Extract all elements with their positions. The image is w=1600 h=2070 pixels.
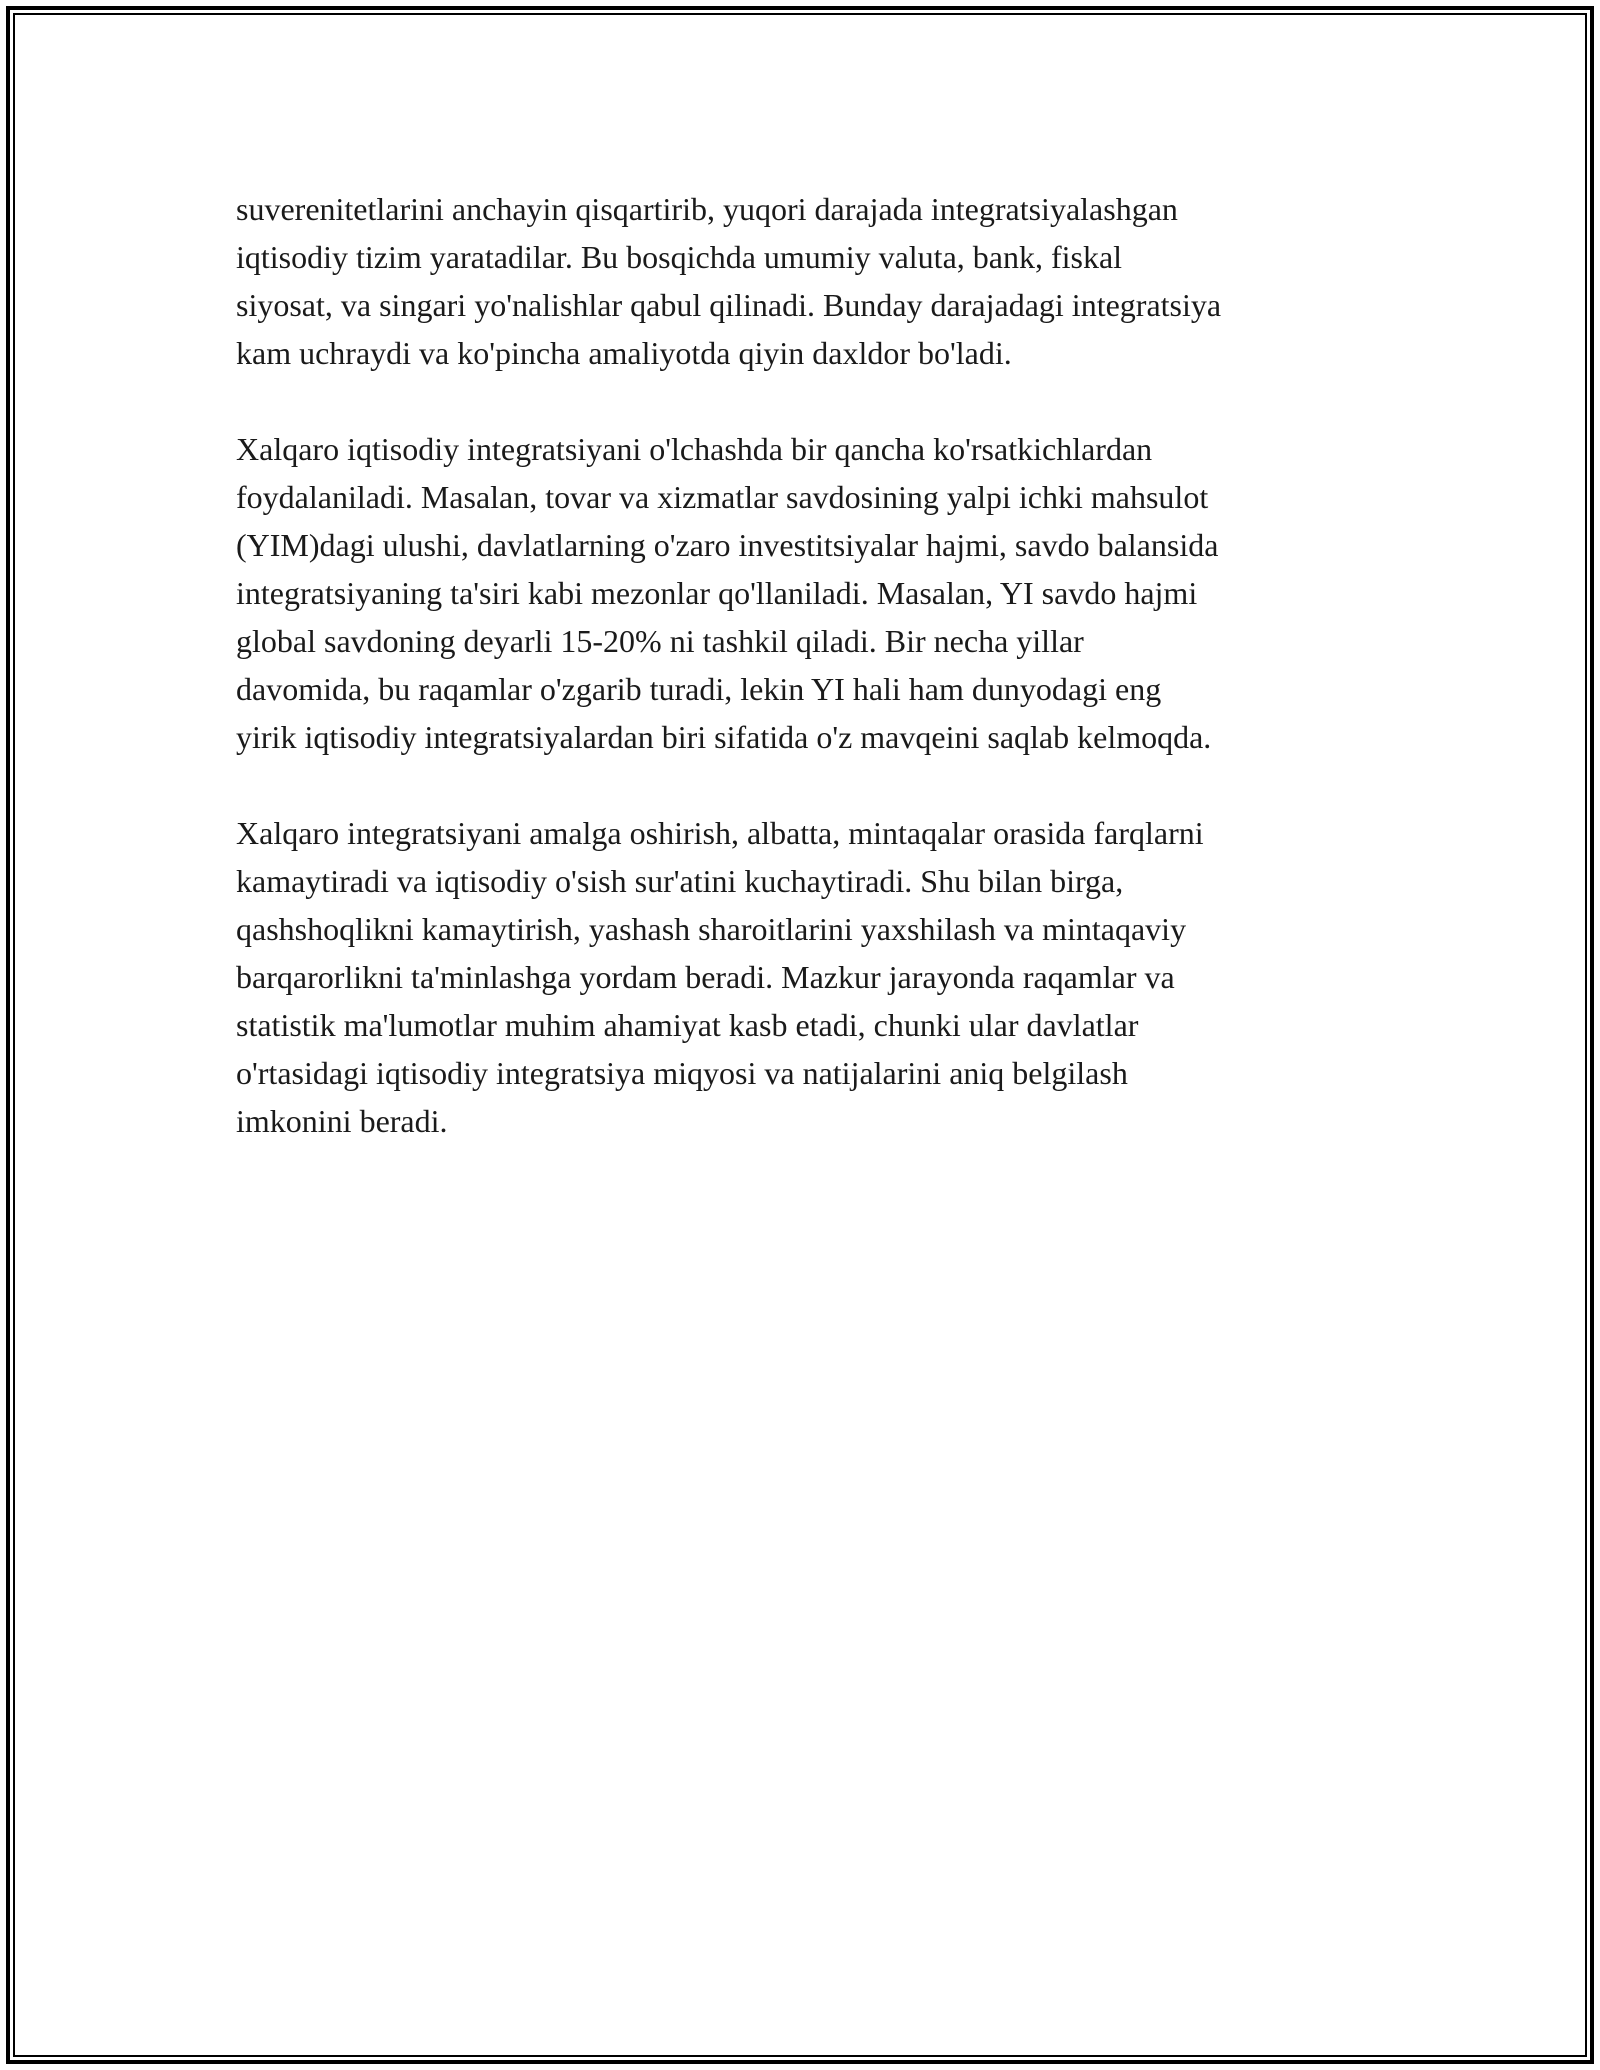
paragraph-line: (YIM)dagi ulushi, davlatlarning o'zaro investitsiyalar hajmi, savdo balansida	[236, 527, 1219, 563]
paragraph-line: Xalqaro iqtisodiy integratsiyani o'lchashda bir qancha ko'rsatkichlardan	[236, 431, 1153, 467]
paragraph-line: foydalaniladi. Masalan, tovar va xizmatlar savdosining yalpi ichki mahsulot	[236, 479, 1209, 515]
paragraph-line: o'rtasidagi iqtisodiy integratsiya miqyosi va natijalarini aniq belgilash	[236, 1055, 1128, 1091]
paragraph-2	[236, 425, 1376, 761]
paragraph-line: iqtisodiy tizim yaratadilar. Bu bosqichda umumiy valuta, bank, fiskal	[236, 239, 1123, 275]
paragraph-line: davomida, bu raqamlar o'zgarib turadi, lekin YI hali ham dunyodagi eng	[236, 671, 1162, 707]
paragraph-line: suverenitetlarini anchayin qisqartirib, yuqori darajada integratsiyalashgan	[236, 191, 1178, 227]
document-body	[236, 185, 1376, 1193]
paragraph-line: barqarorlikni ta'minlashga yordam beradi. Mazkur jarayonda raqamlar va	[236, 959, 1175, 995]
paragraph-line: kam uchraydi va ko'pincha amaliyotda qiyin daxldor bo'ladi.	[236, 335, 1012, 371]
paragraph-line: integratsiyaning ta'siri kabi mezonlar qo'llaniladi. Masalan, YI savdo hajmi	[236, 575, 1198, 611]
paragraph-line: Xalqaro integratsiyani amalga oshirish, albatta, mintaqalar orasida farqlarni	[236, 815, 1204, 851]
paragraph-line: global savdoning deyarli 15-20% ni tashkil qiladi. Bir necha yillar	[236, 623, 1084, 659]
paragraph-3	[236, 809, 1376, 1145]
paragraph-line: qashshoqlikni kamaytirish, yashash sharoitlarini yaxshilash va mintaqaviy	[236, 911, 1187, 947]
paragraph-1	[236, 185, 1376, 377]
paragraph-line: siyosat, va singari yo'nalishlar qabul qilinadi. Bunday darajadagi integratsiya	[236, 287, 1222, 323]
paragraph-line: yirik iqtisodiy integratsiyalardan biri sifatida o'z mavqeini saqlab kelmoqda.	[236, 719, 1212, 755]
paragraph-line: statistik ma'lumotlar muhim ahamiyat kasb etadi, chunki ular davlatlar	[236, 1007, 1139, 1043]
paragraph-line: imkonini beradi.	[236, 1103, 448, 1139]
paragraph-line: kamaytiradi va iqtisodiy o'sish sur'atini kuchaytiradi. Shu bilan birga,	[236, 863, 1124, 899]
